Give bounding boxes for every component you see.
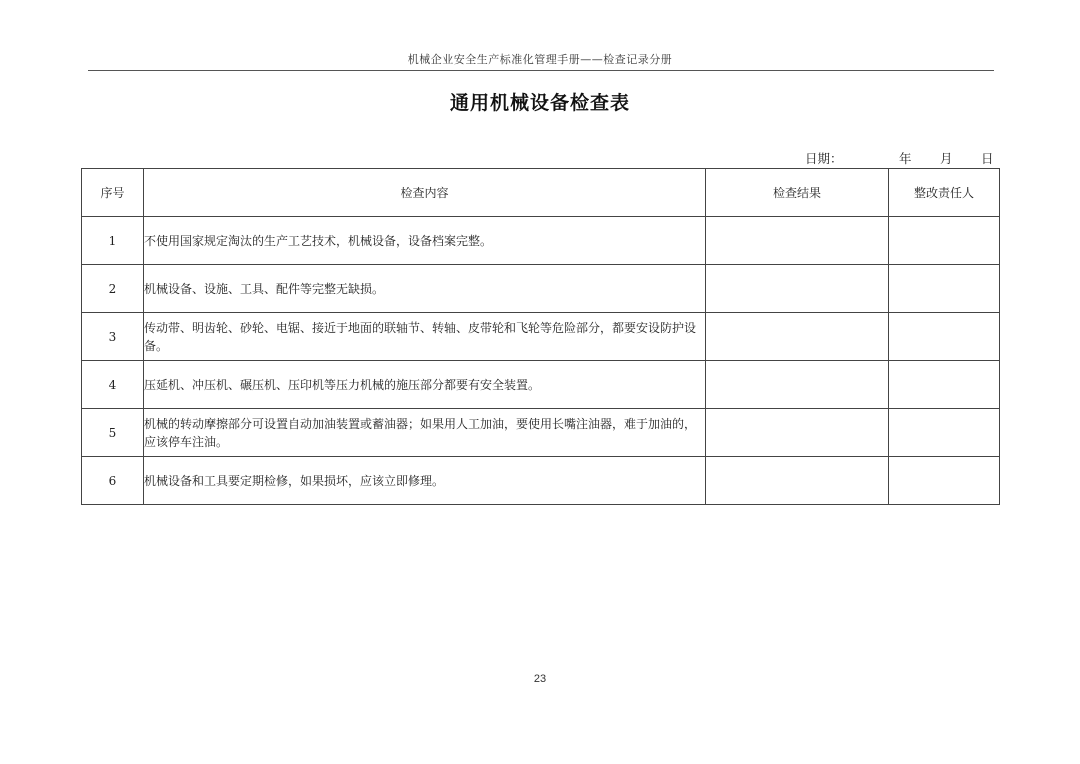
row-content: 机械的转动摩擦部分可设置自动加油装置或蓄油器；如果用人工加油，要使用长嘴注油器，难于加油的，应该停车注油。 [144,409,706,457]
row-result-cell[interactable] [706,361,889,409]
header-seq: 序号 [82,169,144,217]
row-responsible-cell[interactable] [889,217,1000,265]
row-content: 不使用国家规定淘汰的生产工艺技术，机械设备，设备档案完整。 [144,217,706,265]
page-number: 23 [533,673,547,685]
table-row [82,265,1000,313]
row-seq: 2 [82,265,144,313]
row-content: 机械设备和工具要定期检修，如果损坏，应该立即修理。 [144,457,706,505]
inspection-table [81,168,1000,505]
table-row [82,217,1000,265]
date-line [0,149,1080,167]
header-rule [88,70,994,71]
date-month: 月 [940,151,953,166]
row-seq: 6 [82,457,144,505]
row-responsible-cell[interactable] [889,409,1000,457]
row-seq: 5 [82,409,144,457]
row-seq: 3 [82,313,144,361]
date-label: 日期： [805,151,843,166]
row-result-cell[interactable] [706,265,889,313]
row-result-cell[interactable] [706,409,889,457]
table-header-row [82,169,1000,217]
row-responsible-cell[interactable] [889,361,1000,409]
row-result-cell[interactable] [706,313,889,361]
row-content: 机械设备、设施、工具、配件等完整无缺损。 [144,265,706,313]
date-day: 日 [981,151,994,166]
header-result: 检查结果 [706,169,889,217]
row-seq: 1 [82,217,144,265]
row-content: 传动带、明齿轮、砂轮、电锯、接近于地面的联轴节、转轴、皮带轮和飞轮等危险部分，都要安设防护设备。 [144,313,706,361]
table-row [82,313,1000,361]
row-result-cell[interactable] [706,457,889,505]
row-responsible-cell[interactable] [889,313,1000,361]
row-content: 压延机、冲压机、碾压机、压印机等压力机械的施压部分都要有安全装置。 [144,361,706,409]
running-header: 机械企业安全生产标准化管理手册——检查记录分册 [407,53,673,66]
row-responsible-cell[interactable] [889,457,1000,505]
header-responsible: 整改责任人 [889,169,1000,217]
date-year: 年 [899,151,912,166]
table-row [82,457,1000,505]
row-responsible-cell[interactable] [889,265,1000,313]
document-title: 通用机械设备检查表 [449,92,630,114]
table-row [82,409,1000,457]
table-row [82,361,1000,409]
row-result-cell[interactable] [706,217,889,265]
row-seq: 4 [82,361,144,409]
header-content: 检查内容 [144,169,706,217]
